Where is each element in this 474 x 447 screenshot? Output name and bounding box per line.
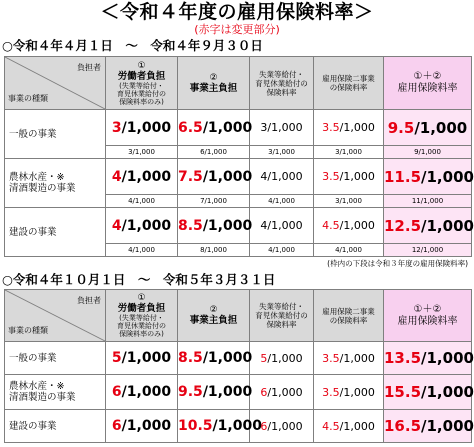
- total-rate-value: 12.5: [384, 216, 422, 235]
- employer-rate-value: 8.5: [178, 350, 203, 366]
- header-two-projects-line-2: の保険料率: [329, 315, 368, 325]
- unemployment-rate-unit: /1,000: [267, 170, 303, 183]
- two-projects-rate-value: 3.5: [322, 170, 340, 183]
- worker-rate-unit: /1,000: [121, 384, 172, 400]
- unemployment-rate: [250, 375, 314, 410]
- header-total-label: 雇用保険料率: [397, 315, 458, 327]
- prev-worker-rate: 4/1,000: [106, 195, 178, 208]
- two-projects-rate-value: 3.5: [322, 351, 340, 365]
- two-projects-rate-unit: /1,000: [339, 351, 375, 365]
- worker-rate: [106, 110, 178, 146]
- prev-two-projects-rate: 3/1,000: [314, 146, 384, 159]
- worker-rate: [106, 375, 178, 410]
- worker-rate-unit: /1,000: [121, 119, 172, 136]
- prev-two-projects-rate: 3/1,000: [314, 195, 384, 208]
- prev-worker-rate: 4/1,000: [106, 244, 178, 257]
- header-total-num: ①＋②: [413, 303, 442, 315]
- header-unemployment: [250, 290, 314, 342]
- header-worker-num: ①: [137, 293, 146, 303]
- employer-rate: [178, 208, 253, 244]
- header-two-projects: [314, 57, 384, 110]
- unemployment-rate: [250, 342, 314, 375]
- unemployment-rate-unit: /1,000: [267, 419, 303, 433]
- header-total-rate: [384, 290, 472, 342]
- two-projects-rate-value: 4.5: [322, 219, 340, 232]
- employer-rate-value: 10.5: [178, 418, 213, 434]
- unemployment-rate: [250, 208, 314, 244]
- header-employer: [178, 57, 250, 110]
- category-cell: [5, 342, 106, 375]
- total-rate-unit: /1,000: [421, 417, 474, 435]
- header-worker-sub-1: (失業等給付・: [119, 81, 164, 90]
- worker-rate-value: 4: [111, 168, 122, 185]
- worker-rate: [106, 410, 178, 443]
- unemployment-rate-unit: /1,000: [267, 219, 303, 232]
- total-rate: [384, 410, 472, 443]
- total-rate-value: 11.5: [384, 167, 422, 186]
- rates-table-period-1: [4, 56, 472, 257]
- table-row: [5, 159, 472, 195]
- worker-rate: [106, 159, 178, 195]
- unemployment-rate-value: 6: [260, 419, 268, 433]
- header-unemployment-line-1: 失業等給付・: [259, 302, 304, 311]
- header-worker-sub-3: 保険料率のみ): [119, 97, 164, 106]
- total-rate-unit: /1,000: [421, 216, 474, 235]
- prev-worker-rate: 3/1,000: [106, 146, 178, 159]
- corner-header-cell: [5, 57, 106, 110]
- two-projects-rate: [314, 342, 384, 375]
- header-worker-num: ①: [137, 60, 146, 71]
- worker-rate-value: 6: [111, 418, 122, 434]
- two-projects-rate: [314, 208, 384, 244]
- prev-unemployment-rate: 4/1,000: [250, 244, 314, 257]
- two-projects-rate: [314, 410, 384, 443]
- header-unemployment-line-3: 保険料率: [266, 320, 297, 329]
- prev-total-rate: 11/1,000: [384, 195, 472, 208]
- category-label: 農林水産・※: [9, 381, 65, 392]
- prev-employer-rate: 6/1,000: [178, 146, 250, 159]
- total-rate-unit: /1,000: [414, 118, 468, 137]
- two-projects-rate-value: 3.5: [322, 121, 340, 134]
- employer-rate-value: 8.5: [178, 217, 203, 234]
- header-worker-label: 労働者負担: [117, 70, 166, 82]
- unemployment-rate: [250, 159, 314, 195]
- total-rate-value: 16.5: [384, 417, 422, 435]
- two-projects-rate-unit: /1,000: [339, 419, 375, 433]
- table-row: [5, 410, 472, 443]
- employer-rate-value: 9.5: [178, 384, 203, 400]
- worker-rate-unit: /1,000: [121, 217, 172, 234]
- two-projects-rate: [314, 110, 384, 146]
- prev-employer-rate: 7/1,000: [178, 195, 250, 208]
- table-header-row: [5, 57, 472, 110]
- header-unemployment-line-1: 失業等給付・: [259, 69, 304, 79]
- header-worker: [106, 57, 178, 110]
- employer-rate-value: 6.5: [178, 119, 203, 136]
- worker-rate-unit: /1,000: [121, 168, 172, 185]
- header-employer-num: ②: [209, 72, 218, 83]
- header-worker-label: 労働者負担: [117, 303, 166, 314]
- category-label-line-2: 清酒製造の事業: [9, 392, 76, 403]
- header-worker-sub-1: (失業等給付・: [119, 314, 164, 322]
- total-rate: [384, 159, 472, 195]
- employer-rate-unit: /1,000: [202, 168, 253, 185]
- two-projects-rate-unit: /1,000: [339, 385, 375, 399]
- unemployment-rate-value: 3: [260, 121, 268, 134]
- employer-rate: [178, 375, 253, 410]
- header-total-num: ①＋②: [413, 71, 442, 82]
- header-employer-num: ②: [209, 305, 218, 315]
- header-worker-sub-3: 保険料率のみ): [119, 330, 164, 338]
- header-unemployment-line-2: 育児休業給付の: [255, 78, 308, 88]
- unemployment-rate-unit: /1,000: [267, 385, 303, 399]
- table-row: [5, 342, 472, 375]
- prev-employer-rate: 8/1,000: [178, 244, 250, 257]
- table-row: [5, 110, 472, 146]
- category-label: 一般の事業: [9, 352, 57, 364]
- category-cell: [5, 159, 106, 208]
- page-title: ＜令和４年度の雇用保険料率＞: [100, 1, 374, 23]
- employer-rate-unit: /1,000: [212, 418, 262, 434]
- worker-rate-unit: /1,000: [121, 350, 172, 366]
- header-two-projects-line-1: 雇用保険二事業: [322, 74, 375, 83]
- unemployment-rate-value: 5: [260, 351, 268, 365]
- total-rate-unit: /1,000: [421, 349, 474, 367]
- worker-rate-value: 6: [111, 384, 122, 400]
- header-unemployment-line-3: 保険料率: [266, 87, 297, 97]
- two-projects-rate: [314, 159, 384, 195]
- employer-rate: [178, 342, 253, 375]
- two-projects-rate-value: 4.5: [322, 419, 340, 433]
- employer-rate-unit: /1,000: [202, 217, 253, 234]
- total-rate-value: 15.5: [384, 383, 422, 401]
- employer-rate: [178, 410, 262, 443]
- header-two-projects-line-1: 雇用保険二事業: [322, 306, 375, 316]
- worker-rate: [106, 342, 178, 375]
- table-row: [5, 375, 472, 410]
- category-cell: [5, 375, 106, 410]
- header-worker-sub-2: 育児休業給付の: [117, 89, 166, 98]
- total-rate-unit: /1,000: [421, 383, 474, 401]
- total-rate: [384, 342, 472, 375]
- total-rate-unit: /1,000: [421, 167, 474, 186]
- header-unemployment-line-2: 育児休業給付の: [255, 311, 308, 320]
- employer-rate-unit: /1,000: [202, 119, 253, 136]
- unemployment-rate-value: 6: [260, 385, 268, 399]
- worker-rate-value: 4: [111, 217, 122, 234]
- category-label-line-2: 清酒製造の事業: [9, 183, 76, 194]
- period-1-label: ○令和４年４月１日 ～ 令和４年９月３０日: [2, 38, 263, 53]
- header-total-label: 雇用保険料率: [397, 83, 458, 94]
- two-projects-rate-unit: /1,000: [339, 121, 375, 134]
- total-rate-value: 9.5: [387, 118, 415, 137]
- unemployment-rate: [250, 110, 314, 146]
- previous-year-note: (枠内の下段は令和３年度の雇用保険料率): [327, 259, 468, 268]
- worker-rate-value: 3: [111, 119, 122, 136]
- prev-unemployment-rate: 4/1,000: [250, 195, 314, 208]
- header-unemployment: [250, 57, 314, 110]
- two-projects-rate-unit: /1,000: [339, 170, 375, 183]
- category-cell: [5, 410, 106, 443]
- two-projects-rate-unit: /1,000: [339, 219, 375, 232]
- corner-header-cell: [5, 290, 106, 342]
- unemployment-rate-unit: /1,000: [267, 121, 303, 134]
- prev-total-rate: 9/1,000: [384, 146, 472, 159]
- header-worker-sub-2: 育児休業給付の: [117, 322, 166, 330]
- header-employer-label: 事業主負担: [189, 315, 238, 326]
- corner-kind-label: 事業の種類: [8, 94, 48, 103]
- period-2-label: ○令和４年１０月１日 ～ 令和５年３月３１日: [2, 272, 276, 287]
- worker-rate: [106, 208, 178, 244]
- category-label: 建設の事業: [9, 420, 57, 432]
- header-two-projects: [314, 290, 384, 342]
- prev-two-projects-rate: 4/1,000: [314, 244, 384, 257]
- worker-rate-value: 5: [111, 350, 122, 366]
- category-label: 建設の事業: [9, 226, 57, 238]
- worker-rate-unit: /1,000: [121, 418, 172, 434]
- unemployment-rate-unit: /1,000: [267, 351, 303, 365]
- category-label: 一般の事業: [9, 128, 57, 140]
- total-rate-value: 13.5: [384, 349, 422, 367]
- employer-rate-unit: /1,000: [202, 384, 253, 400]
- unemployment-rate-value: 4: [260, 170, 268, 183]
- employer-rate-unit: /1,000: [202, 350, 253, 366]
- two-projects-rate-value: 3.5: [322, 385, 340, 399]
- corner-payer-label: 負担者: [77, 63, 101, 72]
- header-two-projects-line-2: の保険料率: [329, 83, 368, 92]
- header-employer: [178, 290, 250, 342]
- employer-rate: [178, 110, 253, 146]
- two-projects-rate: [314, 375, 384, 410]
- employer-rate-value: 7.5: [178, 168, 203, 185]
- category-label: 農林水産・※: [9, 172, 65, 183]
- header-worker: [106, 290, 178, 342]
- total-rate: [384, 110, 472, 146]
- employer-rate: [178, 159, 253, 195]
- total-rate: [384, 208, 472, 244]
- rates-table-period-2: [4, 289, 472, 443]
- table-header-row: [5, 290, 472, 342]
- category-cell: [5, 208, 106, 257]
- prev-total-rate: 12/1,000: [384, 244, 472, 257]
- header-employer-label: 事業主負担: [189, 82, 238, 94]
- category-cell: [5, 110, 106, 159]
- total-rate: [384, 375, 472, 410]
- corner-kind-label: 事業の種類: [8, 326, 48, 335]
- page-subtitle: (赤字は変更部分): [194, 23, 280, 36]
- prev-unemployment-rate: 3/1,000: [250, 146, 314, 159]
- corner-payer-label: 負担者: [77, 296, 101, 305]
- table-row: [5, 208, 472, 244]
- unemployment-rate-value: 4: [260, 219, 268, 232]
- header-total-rate: [384, 57, 472, 110]
